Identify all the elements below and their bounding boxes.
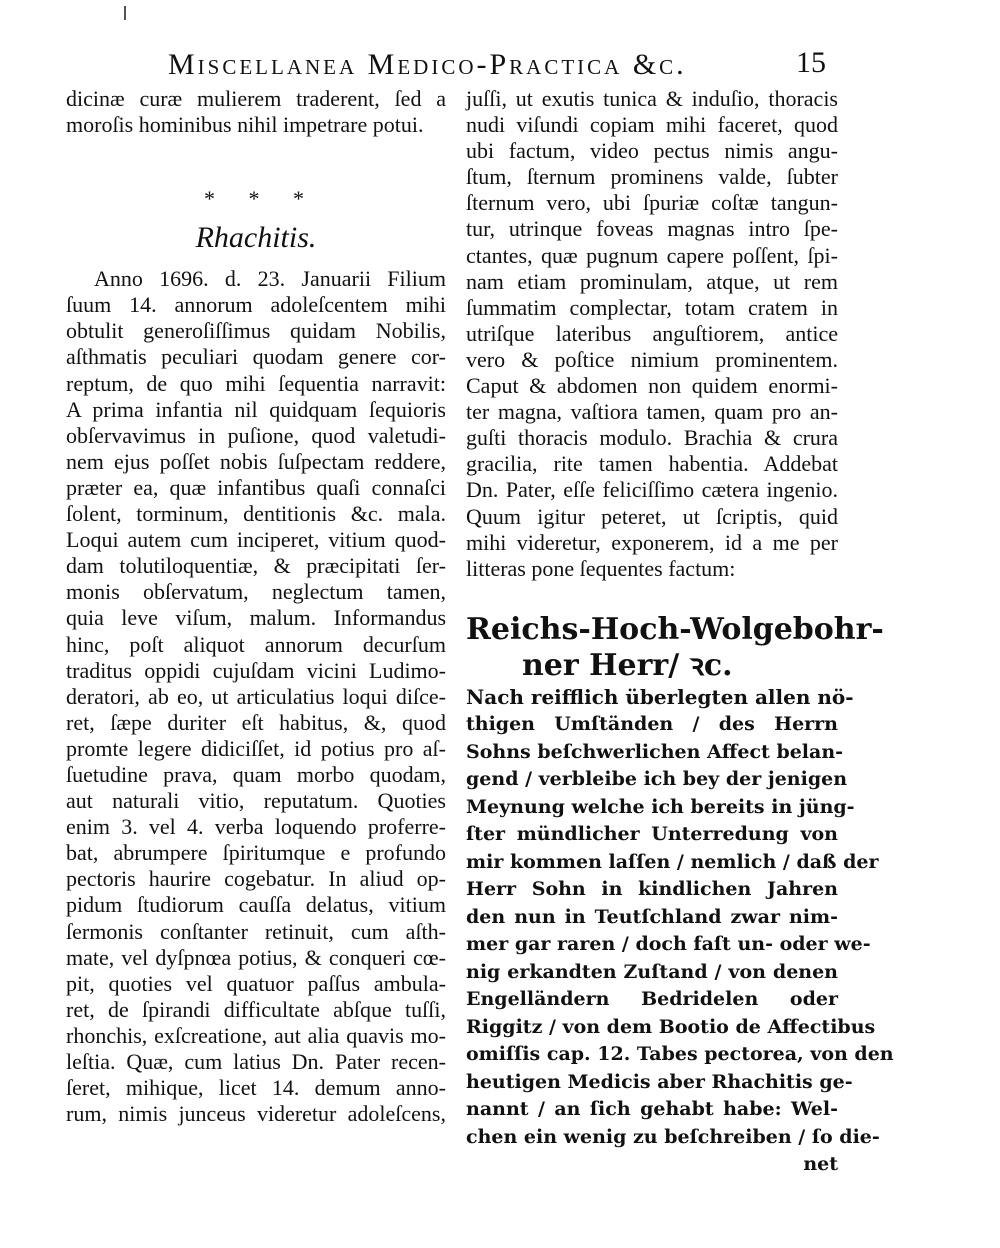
text-line: aut naturali vitio, reputatum. Quoties bbox=[66, 788, 446, 814]
text-line: nem ejus poſſet nobis ſuſpectam reddere, bbox=[66, 448, 446, 474]
text-line: nig erkandten Zuſtand / von denen bbox=[466, 960, 838, 983]
text-line: tur, utrinque foveas magnas intro ſpe- bbox=[466, 216, 838, 242]
text-line: reptum, de quo mihi ſequentia narravit: bbox=[66, 370, 446, 396]
text-line: utriſque lateribus anguſtiorem, antice bbox=[466, 320, 838, 346]
text-line: traditus oppidi cujuſdam vicini Ludimo- bbox=[66, 657, 446, 683]
page-number: 15 bbox=[796, 46, 826, 79]
section-heading: Rhachitis. bbox=[195, 221, 317, 255]
text-line: ſuum 14. annorum adoleſcentem mihi bbox=[66, 292, 446, 318]
text-line: ſeret, mihique, licet 14. demum anno- bbox=[66, 1075, 446, 1101]
text-line: rhonchis, exſcreatione, aut alia quavis mo- bbox=[66, 1022, 446, 1048]
text-line: ſuetudine prava, quam morbo quodam, bbox=[66, 761, 446, 787]
text-line: Quum igitur peteret, ut ſcriptis, quid bbox=[466, 503, 838, 529]
text-line: dam tolutiloquentiæ, & præcipitati ſer- bbox=[66, 553, 446, 579]
text-line: ter magna, vaſtiora tamen, quam pro an- bbox=[466, 399, 838, 425]
right-column bbox=[466, 86, 894, 1179]
section-gap bbox=[66, 138, 446, 182]
text-line: deratori, ab eo, ut articulatius loqui diſce- bbox=[66, 683, 446, 709]
text-line: A prima infantia nil quidquam ſequioris bbox=[66, 396, 446, 422]
text-line: ſtum, ſternum prominens valde, ſubter bbox=[466, 164, 838, 190]
text-line: ret, de ſpirandi difficultate abſque tuſſi, bbox=[66, 996, 446, 1022]
text-line: ſternum vero, ubi ſpuriæ coſtæ tangun- bbox=[466, 190, 838, 216]
text-line: Loqui autem cum inciperet, vitium quod- bbox=[66, 527, 446, 553]
letter-salutation: Reichs-Hoch-Wolgebohr- bbox=[466, 611, 884, 647]
text-line: Meynung welche ich bereits in jüng- bbox=[466, 795, 855, 818]
left-column bbox=[66, 86, 446, 1127]
text-line: ſolent, torminum, dentitionis &c. mala. bbox=[66, 501, 446, 527]
german-letter-text bbox=[466, 684, 894, 1152]
text-line: mihi videretur, exponerem, id a me per bbox=[466, 529, 838, 555]
text-line: pectoris haurire cogebatur. In aliud op- bbox=[66, 866, 446, 892]
text-line: Anno 1696. d. 23. Januarii Filium bbox=[94, 266, 446, 292]
text-line: Riggitz / von dem Bootio de Affectibus bbox=[466, 1015, 876, 1038]
text-line: leſtia. Quæ, cum latius Dn. Pater recen- bbox=[66, 1049, 446, 1074]
text-line: pit, quoties vel quatuor paſſus ambula- bbox=[66, 970, 446, 996]
text-line: mir kommen laſſen / nemlich / daß der bbox=[466, 850, 879, 873]
section-gap bbox=[466, 582, 838, 612]
text-line: heutigen Medicis aber Rhachitis ge- bbox=[466, 1070, 853, 1093]
text-line: Caput & abdomen non quidem enormi- bbox=[466, 373, 838, 399]
text-line: enim 3. vel 4. verba loquendo proferre- bbox=[66, 814, 446, 840]
text-line: litteras pone ſequentes factum: bbox=[466, 555, 736, 581]
text-line: ctantes, quæ pugnum capere poſſent, ſpi- bbox=[466, 242, 838, 268]
text-line: ſummatim complectar, totam cratem in bbox=[466, 294, 838, 320]
text-line: promte legere didiciſſet, id potius pro aſ- bbox=[66, 735, 446, 761]
right-latin-text bbox=[466, 86, 838, 582]
text-line: ſter mündlicher Unterredung von bbox=[466, 823, 838, 846]
text-line: Engelländern Bedridelen oder bbox=[466, 988, 838, 1011]
text-line: ſermonis conſtanter retinuit, cum aſth- bbox=[66, 918, 446, 944]
text-line: moroſis hominibus nihil impetrare potui. bbox=[66, 112, 424, 138]
text-line: Sohns beſchwerlichen Affect belan- bbox=[466, 740, 844, 763]
text-line: obtulit generoſiſſimus quidam Nobilis, bbox=[66, 318, 446, 344]
text-line: ubi factum, video pectus nimis angu- bbox=[466, 138, 838, 164]
text-line: omiſſis cap. 12. Tabes pectorea, von den bbox=[466, 1043, 894, 1066]
running-title: Miscellanea Medico-Practica &c. bbox=[168, 48, 687, 81]
text-line: nam etiam prominulam, atque, ut rem bbox=[466, 268, 838, 294]
margin-mark bbox=[124, 6, 126, 20]
text-line: mer gar raren / doch faſt un- oder we- bbox=[466, 933, 871, 956]
text-line: Herr Sohn in kindlichen Jahren bbox=[466, 878, 838, 901]
text-line: quia leve viſum, malum. Informandus bbox=[66, 605, 446, 631]
text-line: pidum ſtudiorum cauſſa delatus, vitium bbox=[66, 892, 446, 918]
text-line: chen ein wenig zu beſchreiben / ſo die- bbox=[466, 1125, 880, 1148]
text-line: mate, vel dyſpnœa potius, & conqueri cœ- bbox=[66, 944, 446, 970]
text-line: Nach reifflich überlegten allen nö- bbox=[466, 684, 854, 709]
text-line: bat, abrumpere ſpiritumque e profundo bbox=[66, 840, 446, 866]
text-line: monis obſervatum, neglectum tamen, bbox=[66, 579, 446, 605]
text-line: dicinæ curæ mulierem traderent, ſed a bbox=[66, 86, 446, 111]
text-line: nannt / an ſich gehabt habe: Wel- bbox=[466, 1098, 838, 1121]
text-line: hinc, poſt aliquot annorum decurſum bbox=[66, 631, 446, 657]
text-line: præter ea, quæ infantibus quaſi connaſci bbox=[66, 474, 446, 500]
text-line: thigen Umſtänden / des Herrn bbox=[466, 713, 838, 736]
text-line: aſthmatis peculiari quodam genere cor- bbox=[66, 344, 446, 370]
catchword: net bbox=[803, 1153, 838, 1176]
text-line: Dn. Pater, eſſe feliciſſimo cætera ingenio. bbox=[466, 477, 838, 503]
text-line: den nun in Teutſchland zwar nim- bbox=[466, 905, 838, 928]
text-line: juſſi, ut exutis tunica & induſio, thoracis bbox=[466, 86, 838, 111]
text-line: gend / verbleibe ich bey der jenigen bbox=[466, 768, 848, 791]
asterism: * * * bbox=[204, 186, 318, 212]
text-line: nudi viſundi copiam mihi faceret, quod bbox=[466, 112, 838, 138]
text-line: gracilia, rite tamen habentia. Addebat bbox=[466, 451, 838, 477]
left-body-text bbox=[66, 266, 446, 1127]
letter-salutation: ner Herr/ ꝛc. bbox=[522, 647, 733, 683]
text-line: ret, ſæpe duriter eſt habitus, &, quod bbox=[66, 709, 446, 735]
text-line: obſervavimus in puſione, quod valetudi- bbox=[66, 422, 446, 448]
text-line: guſti thoracis modulo. Brachia & crura bbox=[466, 425, 838, 451]
text-line: vero & poſtice nimium prominentem. bbox=[466, 346, 838, 372]
text-line: rum, nimis junceus videretur adoleſcens, bbox=[66, 1101, 446, 1127]
